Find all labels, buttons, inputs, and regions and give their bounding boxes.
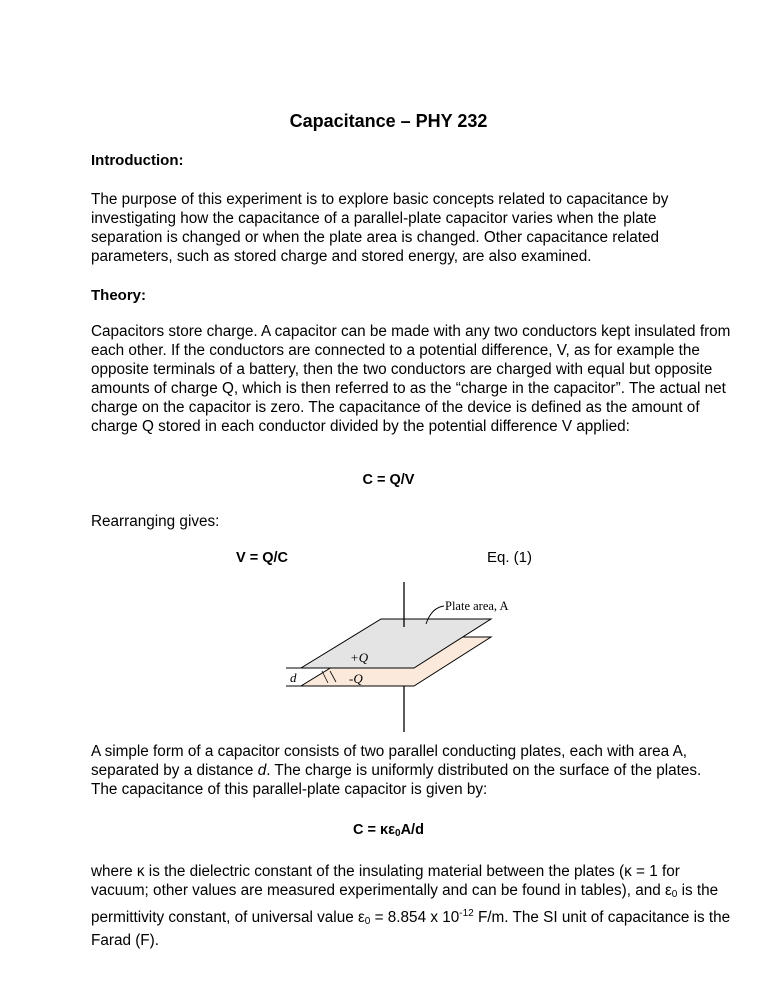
minus-q-label: -Q [349, 671, 363, 686]
separation-d-label: d [290, 670, 297, 685]
plus-q-label: +Q [350, 650, 369, 665]
theory-heading: Theory: [91, 287, 147, 304]
equation-capacitance-parallel-plate: $C = \kappa\varepsilon_0A/d$ [353, 822, 424, 839]
dielectric-paragraph: where κ is the dielectric constant of the insulating material between the plates (κ = 1 for vacuum; other values are measured experimentally and can be found in tables), and $\varepsilon_0$ is the permittivity constant, of universal value $\varepsilon_0 = 8.854$ x $10^{-12}$ F/m. The SI unit of capacitance is the Farad (F). [91, 863, 731, 949]
intro-heading: Introduction: [91, 152, 184, 169]
theory-paragraph: Capacitors store charge. A capacitor can be made with any two conductors kept insulated from each other. If the conductors are connected to a potential difference, V, as for example the opposite terminals of a battery, then the two conductors are charged with equal but opposite amounts of charge Q, which is then referred to as the “charge in the capacitor”. The actual net charge on the capacitor is zero. The capacitance of the device is defined as the amount of charge Q stored in each conductor divided by the potential difference V applied: [91, 323, 731, 435]
rearranging-text: Rearranging gives: [91, 513, 220, 530]
plate-area-label: Plate area, A [445, 599, 509, 613]
intro-paragraph: The purpose of this experiment is to explore basic concepts related to capacitance by investigating how the capacitance of a parallel-plate capacitor varies when the plate separation is changed or when the plate area is changed. Other capacitance related parameters, such as stored charge and stored energy, are also examined. [91, 191, 669, 265]
equation-number: Eq. (1) [487, 549, 533, 566]
equation-c-equals-q-over-v: C = Q/V [362, 472, 415, 488]
capacitor-diagram [0, 578, 777, 738]
equation-v-equals-q-over-c: V = Q/C [236, 550, 288, 566]
page-title: Capacitance – PHY 232 [289, 111, 488, 131]
parallel-plate-paragraph: A simple form of a capacitor consists of two parallel conducting plates, each with area A, separated by a distance d. The charge is uniformly distributed on the surface of the plates. The capacitance of this parallel-plate capacitor is given by: [91, 743, 702, 798]
